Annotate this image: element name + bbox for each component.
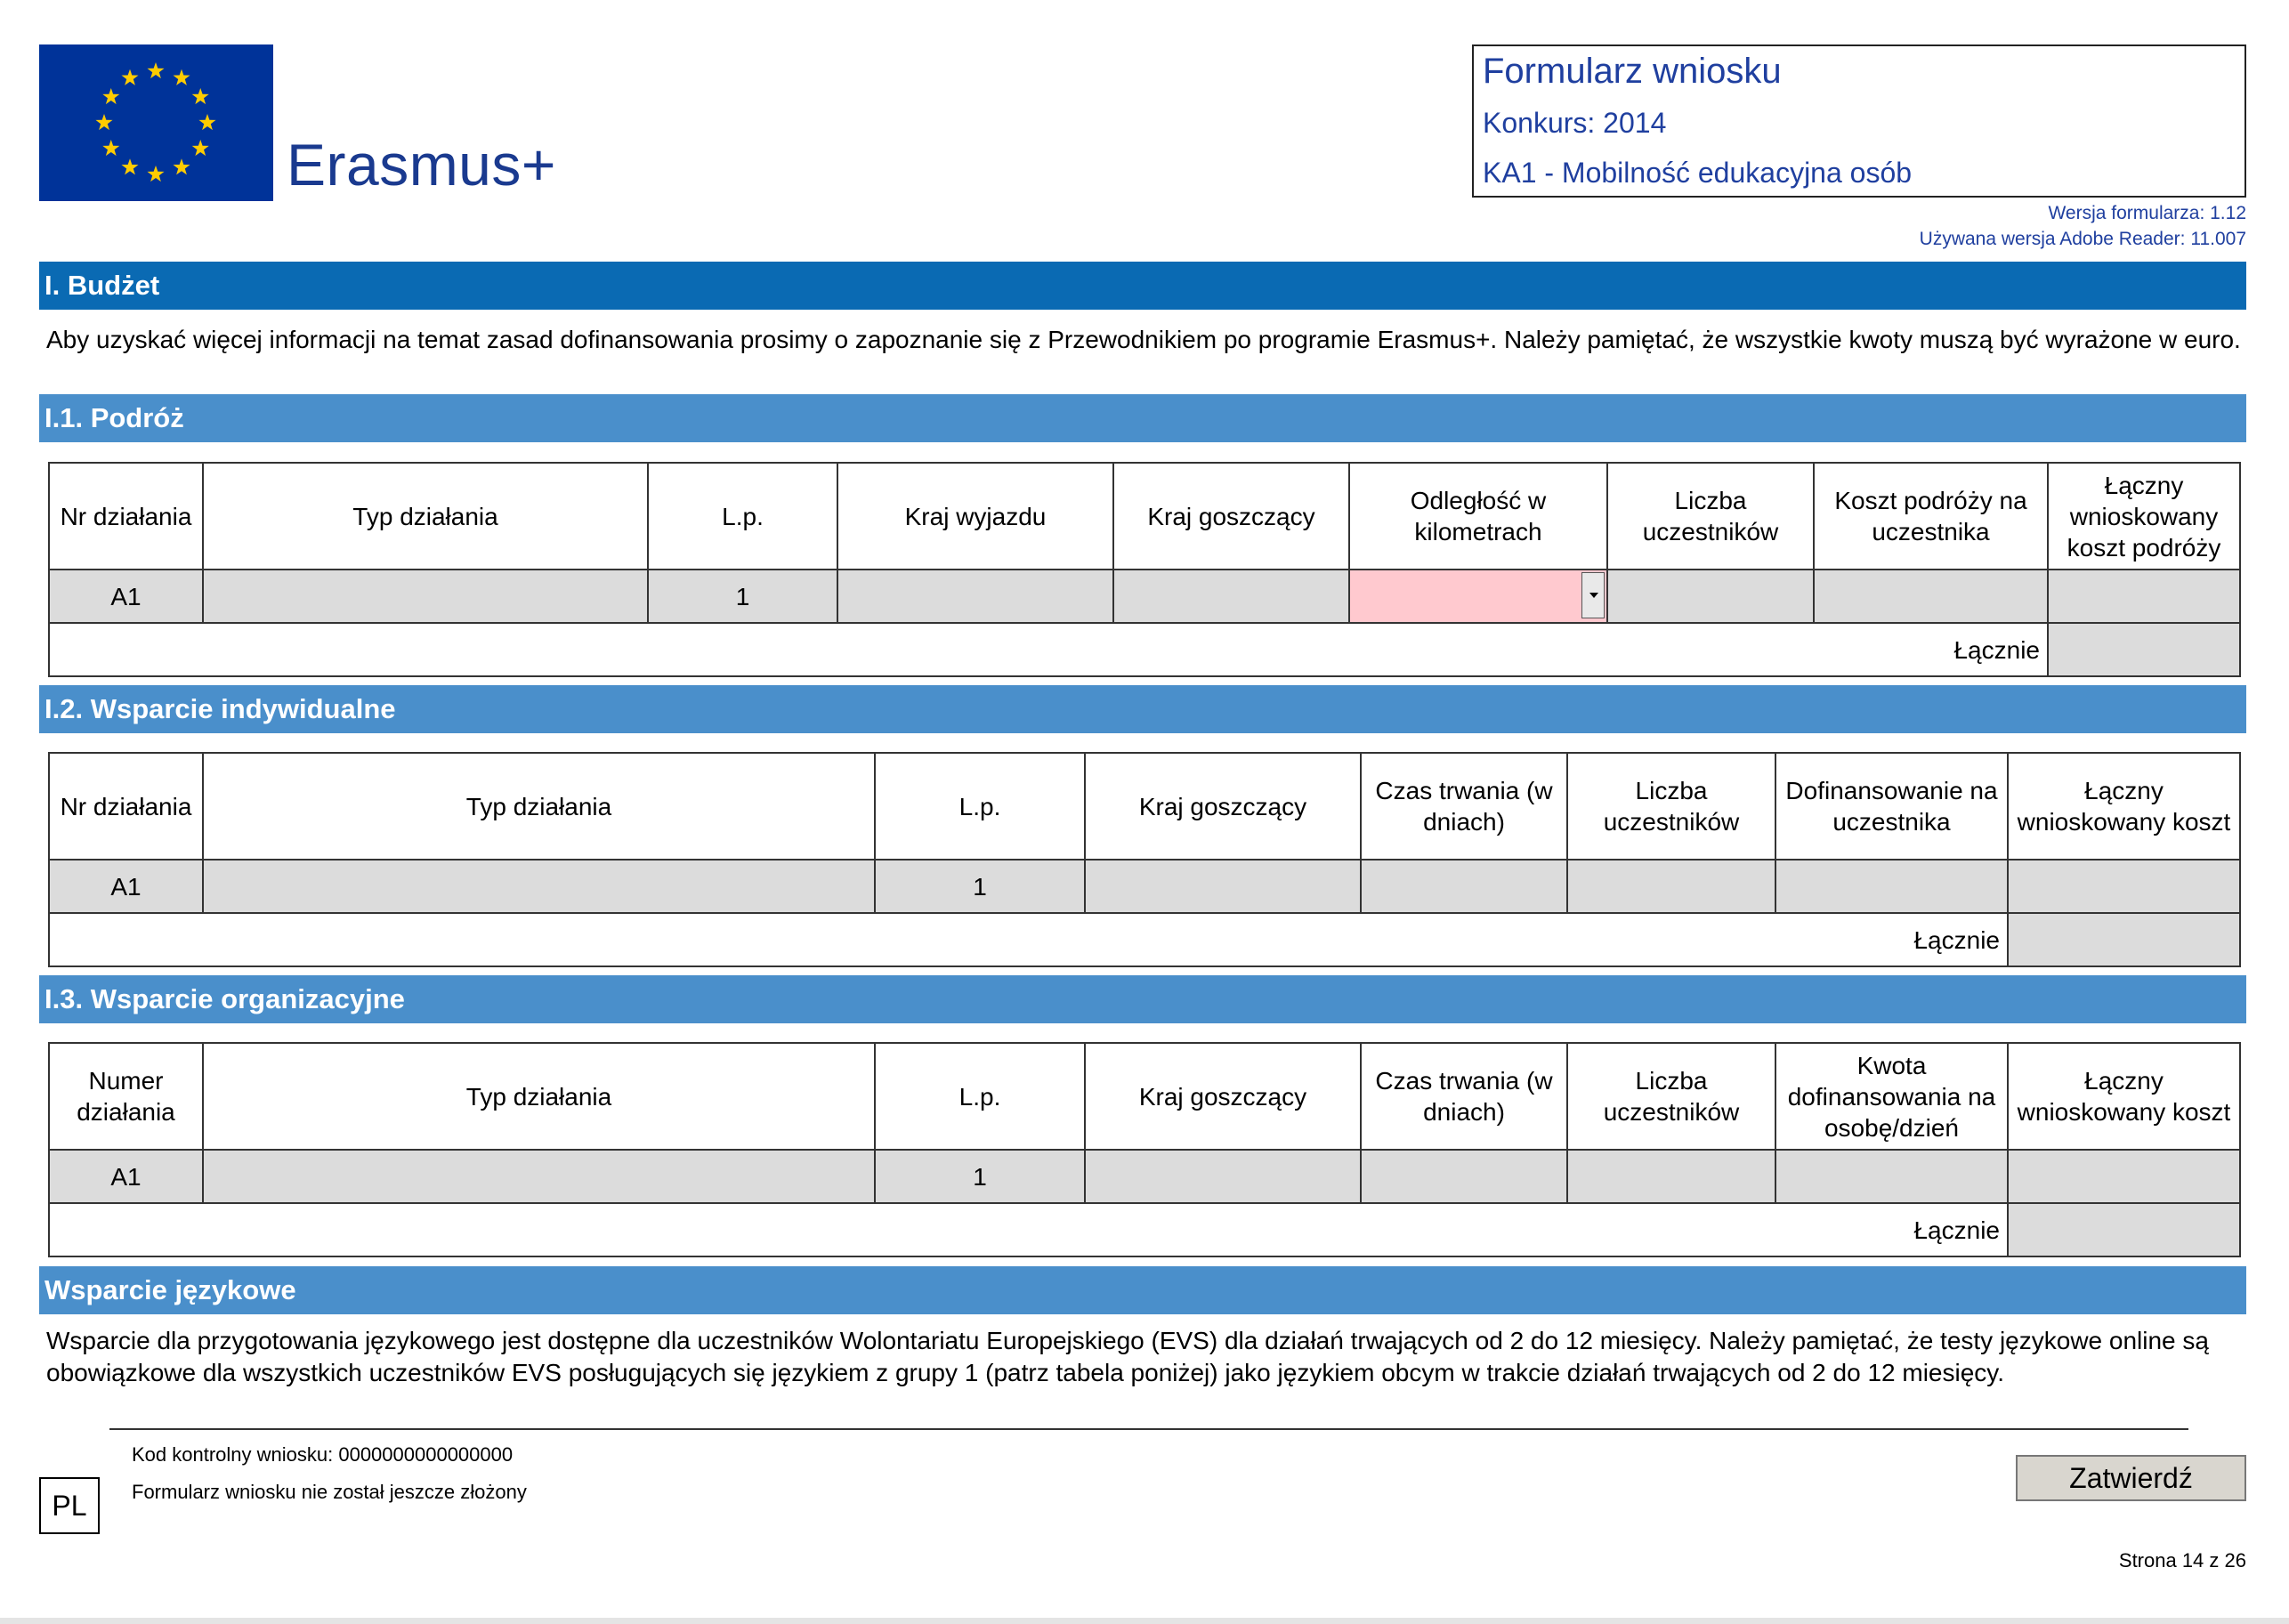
travel-table — [48, 462, 2241, 677]
bottom-scroll-edge — [0, 1618, 2289, 1624]
column-header: Nr działania — [49, 463, 203, 570]
column-header: Koszt podróży na uczestnika — [1814, 463, 2048, 570]
activity-type-field[interactable] — [203, 860, 875, 913]
grant-per-participant-field — [1775, 860, 2008, 913]
column-header: L.p. — [875, 1043, 1085, 1150]
activity-type-field[interactable] — [203, 570, 648, 623]
column-header: Czas trwania (w dniach) — [1361, 1043, 1567, 1150]
form-title: Formularz wniosku — [1483, 52, 1782, 91]
star-icon — [147, 166, 164, 182]
column-header: Typ działania — [203, 1043, 875, 1150]
table-row — [49, 570, 2240, 623]
column-header: Kraj goszczący — [1113, 463, 1349, 570]
section-title-organizational-support: I.3. Wsparcie organizacyjne — [39, 975, 2246, 1023]
table-header-row — [49, 463, 2240, 570]
participants-field[interactable] — [1567, 860, 1775, 913]
total-value — [2008, 1203, 2240, 1256]
control-code: Kod kontrolny wniosku: 0000000000000000 — [132, 1443, 514, 1466]
reader-version: Używana wersja Adobe Reader: 11.007 — [1919, 229, 2246, 249]
column-header: Łączny wnioskowany koszt — [2008, 1043, 2240, 1150]
column-header: Typ działania — [203, 753, 875, 860]
form-version: Wersja formularza: 1.12 — [2048, 203, 2246, 223]
host-country-field[interactable] — [1085, 1150, 1361, 1203]
rate-per-person-day-field — [1775, 1150, 2008, 1203]
contest-label: Konkurs: 2014 — [1483, 107, 1667, 139]
chevron-down-icon[interactable] — [1581, 572, 1605, 618]
column-header: Typ działania — [203, 463, 648, 570]
travel-cost-per-participant-field — [1814, 570, 2048, 623]
section-title-language-support: Wsparcie językowe — [39, 1266, 2246, 1314]
form-info-box — [1472, 44, 2246, 198]
participants-field[interactable] — [1567, 1150, 1775, 1203]
star-icon — [102, 140, 119, 156]
confirm-button[interactable]: Zatwierdź — [2016, 1455, 2246, 1501]
column-header: L.p. — [648, 463, 837, 570]
language-code-badge: PL — [39, 1477, 100, 1534]
star-icon — [95, 114, 112, 130]
total-value — [2008, 913, 2240, 966]
star-icon — [192, 88, 209, 104]
duration-field[interactable] — [1361, 1150, 1567, 1203]
column-header: Kraj goszczący — [1085, 1043, 1361, 1150]
host-country-field[interactable] — [1113, 570, 1349, 623]
total-value — [2048, 623, 2240, 676]
action-label: KA1 - Mobilność edukacyjna osób — [1483, 157, 1913, 189]
row-number-cell: 1 — [875, 860, 1085, 913]
section-title-travel: I.1. Podróż — [39, 394, 2246, 442]
table-total-row — [49, 1203, 2240, 1256]
distance-band-select[interactable] — [1349, 570, 1607, 623]
column-header: L.p. — [875, 753, 1085, 860]
star-icon — [121, 69, 138, 85]
section-title-individual-support: I.2. Wsparcie indywidualne — [39, 685, 2246, 733]
total-label: Łącznie — [49, 623, 2048, 676]
total-cost-field — [2008, 860, 2240, 913]
column-header: Kraj wyjazdu — [837, 463, 1113, 570]
action-number-cell: A1 — [49, 1150, 203, 1203]
section-title-budget: I. Budżet — [39, 262, 2246, 310]
submission-status: Formularz wniosku nie został jeszcze złożony — [132, 1481, 527, 1503]
column-header: Liczba uczestników — [1567, 1043, 1775, 1150]
budget-intro-text: Aby uzyskać więcej informacji na temat zasad dofinansowania prosimy o zapoznanie się z Przewodnikiem po programie Erasmus+. Należy pamiętać, że wszystkie kwoty muszą być wyrażone w euro. — [46, 326, 2241, 353]
total-label: Łącznie — [49, 913, 2008, 966]
eu-stars-icon — [39, 44, 273, 201]
star-icon — [198, 114, 215, 130]
column-header: Kwota dofinansowania na osobę/dzień — [1775, 1043, 2008, 1150]
table-row — [49, 1150, 2240, 1203]
column-header: Numer działania — [49, 1043, 203, 1150]
star-icon — [102, 88, 119, 104]
footer-divider — [109, 1428, 2188, 1430]
column-header: Czas trwania (w dniach) — [1361, 753, 1567, 860]
duration-field[interactable] — [1361, 860, 1567, 913]
column-header: Dofinansowanie na uczestnika — [1775, 753, 2008, 860]
action-number-cell: A1 — [49, 860, 203, 913]
table-header-row — [49, 753, 2240, 860]
star-icon — [192, 140, 209, 156]
total-cost-field — [2008, 1150, 2240, 1203]
table-header-row — [49, 1043, 2240, 1150]
organizational-support-table — [48, 1042, 2241, 1257]
column-header: Łączny wnioskowany koszt podróży — [2048, 463, 2240, 570]
total-label: Łącznie — [49, 1203, 2008, 1256]
star-icon — [147, 62, 164, 78]
page-number: Strona 14 z 26 — [2118, 1549, 2246, 1571]
activity-type-field[interactable] — [203, 1150, 875, 1203]
star-icon — [121, 158, 138, 174]
individual-support-table — [48, 752, 2241, 967]
table-total-row — [49, 623, 2240, 676]
column-header: Nr działania — [49, 753, 203, 860]
participants-field[interactable] — [1607, 570, 1814, 623]
star-icon — [173, 158, 190, 174]
departure-country-field[interactable] — [837, 570, 1113, 623]
star-icon — [173, 69, 190, 85]
column-header: Łączny wnioskowany koszt — [2008, 753, 2240, 860]
table-total-row — [49, 913, 2240, 966]
host-country-field[interactable] — [1085, 860, 1361, 913]
language-support-text: Wsparcie dla przygotowania językowego jest dostępne dla uczestników Wolontariatu Europejskiego (EVS) dla działań trwających od 2 do 12 miesięcy. Należy pamiętać, że testy językowe online są obowiązkowe dla wszystkich uczestników EVS posługujących się językiem z grupy 1 (patrz tabela poniżej) jako językiem obcym w trakcie działań trwających od 2 do 12 miesięcy. — [46, 1327, 2209, 1386]
total-travel-cost-field — [2048, 570, 2240, 623]
erasmus-logo-text: Erasmus+ — [287, 132, 556, 198]
column-header: Kraj goszczący — [1085, 753, 1361, 860]
row-number-cell: 1 — [648, 570, 837, 623]
row-number-cell: 1 — [875, 1150, 1085, 1203]
eu-flag-logo — [39, 44, 273, 201]
column-header: Odległość w kilometrach — [1349, 463, 1607, 570]
action-number-cell: A1 — [49, 570, 203, 623]
column-header: Liczba uczestników — [1567, 753, 1775, 860]
table-row — [49, 860, 2240, 913]
column-header: Liczba uczestników — [1607, 463, 1814, 570]
